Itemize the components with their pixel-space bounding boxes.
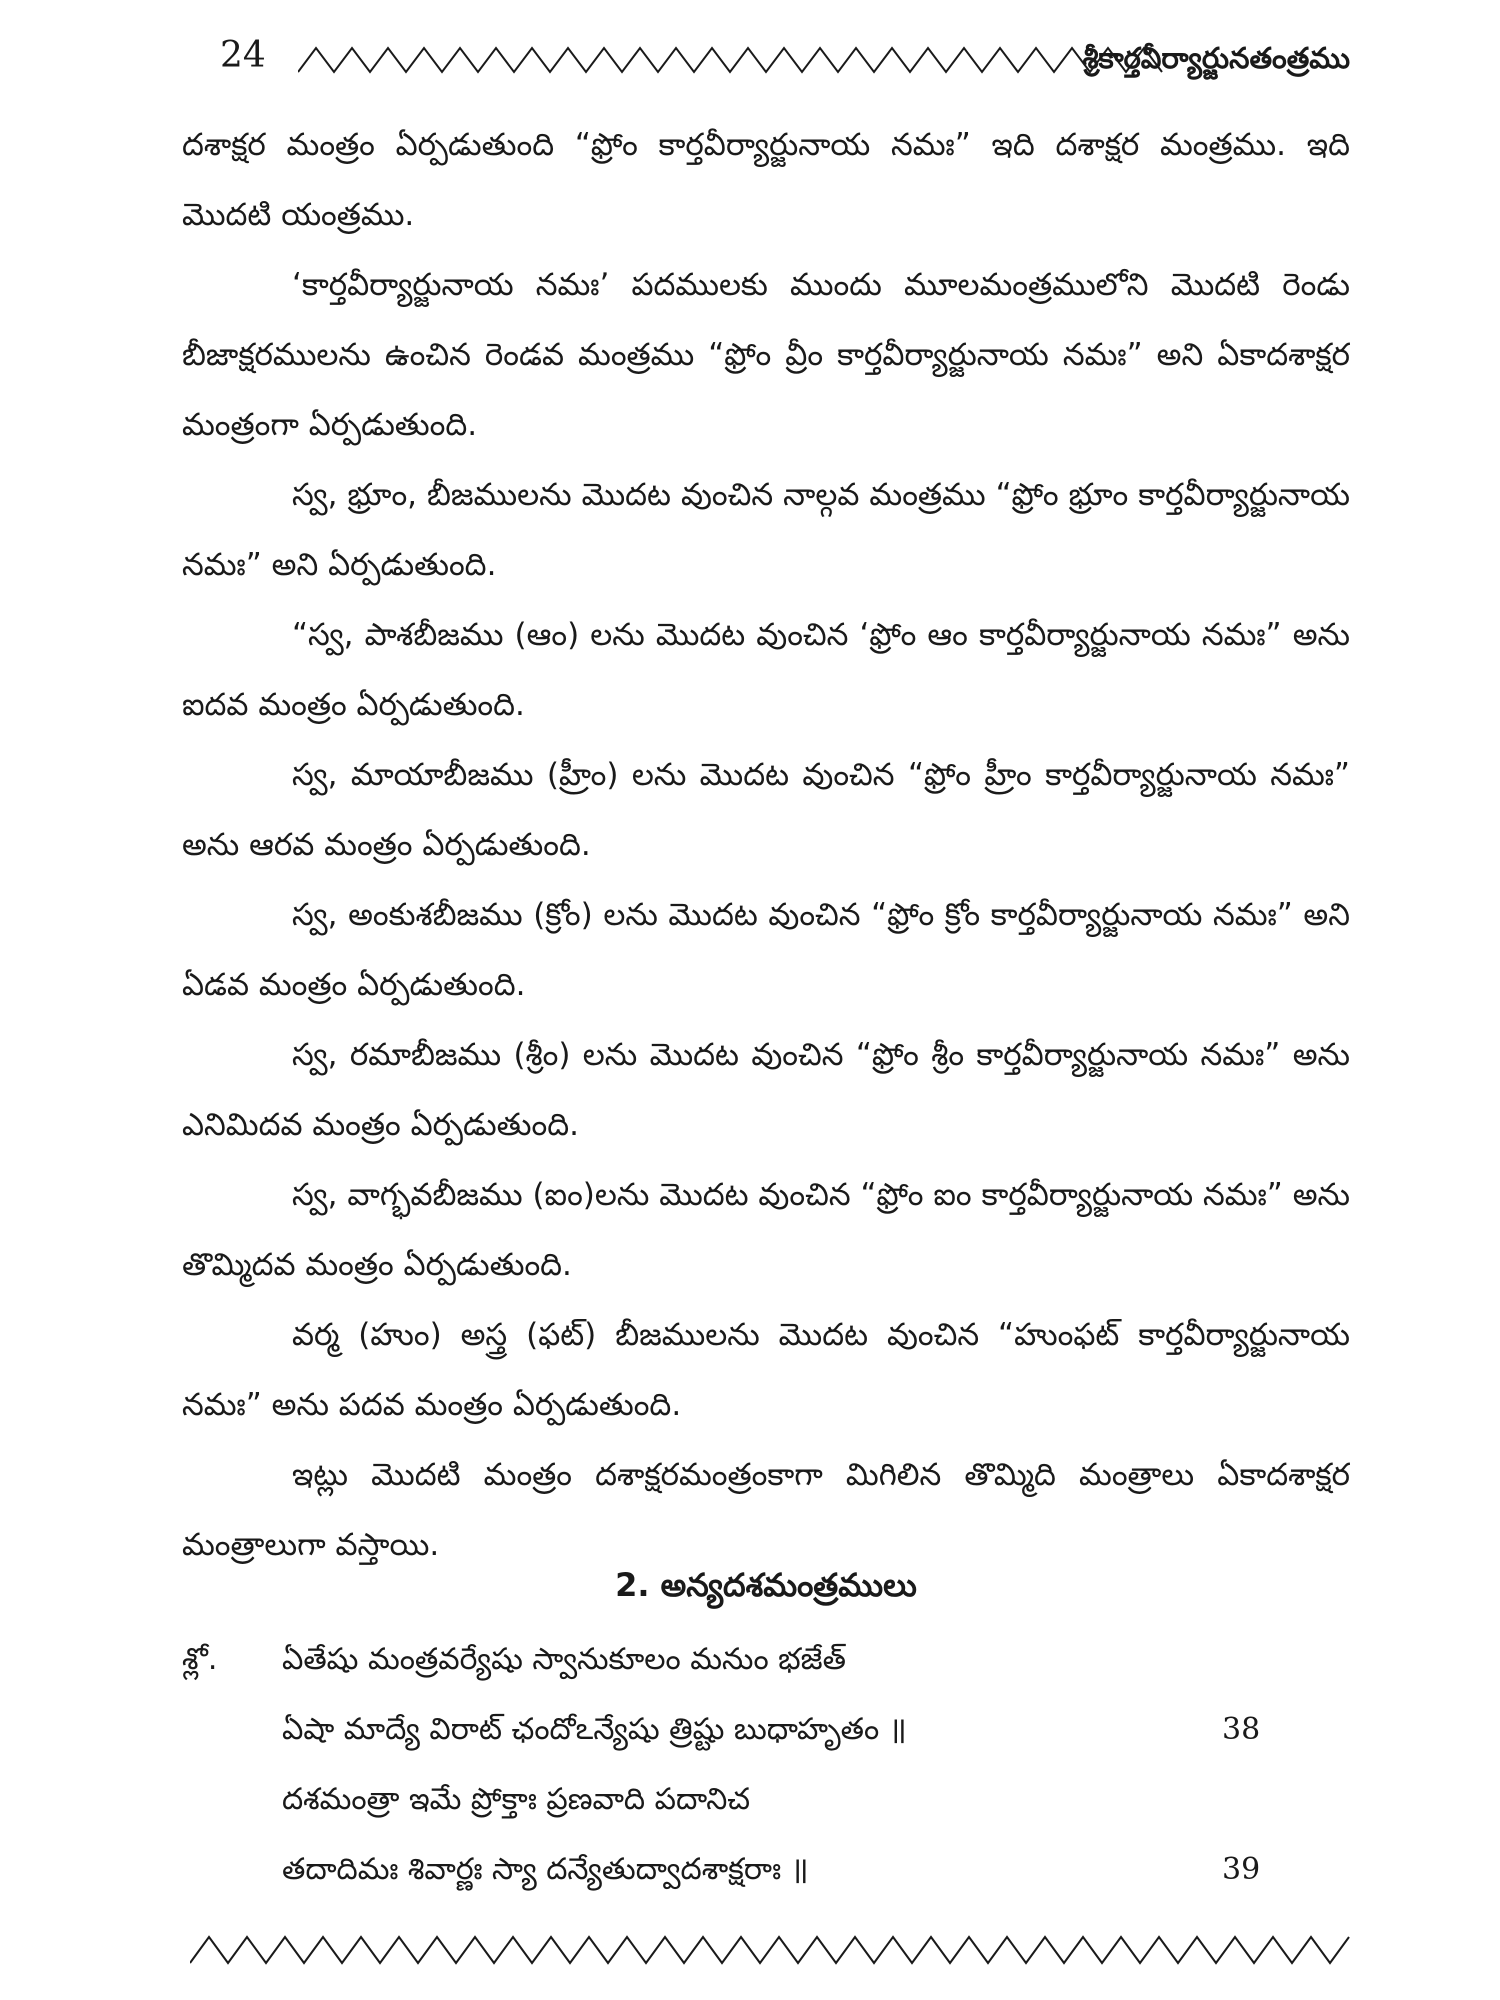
verse-line: తదాదిమః శివార్ణః స్యా దన్యేతుద్వాదశాక్షరాః ॥: [282, 1852, 809, 1887]
verse-label: శ్లో.: [182, 1642, 218, 1677]
verse-line: ఏతేషు మంత్రవర్యేషు స్వానుకూలం మనుం భజేత్: [282, 1642, 846, 1677]
verse-line-row: [182, 1630, 1350, 1690]
paragraph: “స్వ, పాశబీజము (ఆం) లను మొదట వుంచిన ‘ఫ్రోం ఆం కార్తవీర్యార్జునాయ నమః” అను ఐదవ మంత్రం ఏర్పడుతుంది.: [182, 617, 1350, 723]
paragraph: ఇట్లు మొదటి మంత్రం దశాక్షరమంత్రంకాగా మిగిలిన తొమ్మిది మంత్రాలు ఏకాదశాక్షర మంత్రాలుగా వస్తాయి.: [182, 1457, 1350, 1563]
section-heading: 2. అన్యదశమంత్రములు: [615, 1566, 917, 1604]
paragraph: స్వ, అంకుశబీజము (క్రోం) లను మొదట వుంచిన “ఫ్రోం క్రోం కార్తవీర్యార్జునాయ నమః” అని ఏడవ మంత్రం ఏర్పడుతుంది.: [182, 897, 1350, 1003]
paragraph: ‘కార్తవీర్యార్జునాయ నమః’ పదములకు ముందు మూలమంత్రములోని మొదటి రెండు బీజాక్షరములను ఉంచిన రెండవ మంత్రము “ఫ్రోం వ్రీం కార్తవీర్యార్జునాయ నమః” అని ఏకాదశాక్షర మంత్రంగా ఏర్పడుతుంది.: [182, 267, 1350, 443]
footer-zigzag-rule: [190, 1935, 1350, 1965]
verse-line: దశమంత్రా ఇమే ప్రోక్తాః ప్రణవాది పదానిచ: [282, 1782, 751, 1817]
header-zigzag-rule: [298, 46, 1178, 74]
paragraph: స్వ, వాగ్భవబీజము (ఐం)లను మొదట వుంచిన “ఫ్రోం ఐం కార్తవీర్యార్జునాయ నమః” అను తొమ్మిదవ మంత్రం ఏర్పడుతుంది.: [182, 1177, 1350, 1283]
paragraph: వర్మ (హుం) అస్త్ర (ఫట్) బీజములను మొదట వుంచిన “హుంఫట్ కార్తవీర్యార్జునాయ నమః” అను పదవ మంత్రం ఏర్పడుతుంది.: [182, 1317, 1350, 1423]
body-text: [182, 110, 1350, 1580]
verse-line-row: [182, 1700, 1350, 1760]
verse-line-row: [182, 1840, 1350, 1900]
paragraph: స్వ, భ్రూం, బీజములను మొదట వుంచిన నాల్గవ మంత్రము “ఫ్రోం భ్రూం కార్తవీర్యార్జునాయ నమః” అని ఏర్పడుతుంది.: [182, 477, 1350, 583]
running-title: శ్రీకార్తవీర్యార్జునతంత్రము: [1082, 41, 1350, 75]
verse-number: 39: [1222, 1852, 1261, 1887]
verse-line: ఏషా మాద్యే విరాట్ ఛందోఽన్యేషు త్రిష్టు బుధాహృతం ॥: [282, 1712, 907, 1747]
paragraph: దశాక్షర మంత్రం ఏర్పడుతుంది “ఫ్రోం కార్తవీర్యార్జునాయ నమః” ఇది దశాక్షర మంత్రము. ఇది మొదటి యంత్రము.: [182, 127, 1350, 233]
page-number: 24: [220, 35, 266, 76]
paragraph: స్వ, మాయాబీజము (హ్రీం) లను మొదట వుంచిన “ఫ్రోం హ్రీం కార్తవీర్యార్జునాయ నమః” అను ఆరవ మంత్రం ఏర్పడుతుంది.: [182, 757, 1350, 863]
page-header: [210, 30, 1350, 86]
paragraph: స్వ, రమాబీజము (శ్రీం) లను మొదట వుంచిన “ఫ్రోం శ్రీం కార్తవీర్యార్జునాయ నమః” అను ఎనిమిదవ మంత్రం ఏర్పడుతుంది.: [182, 1037, 1350, 1143]
verse-line-row: [182, 1770, 1350, 1830]
verse-number: 38: [1222, 1712, 1261, 1747]
